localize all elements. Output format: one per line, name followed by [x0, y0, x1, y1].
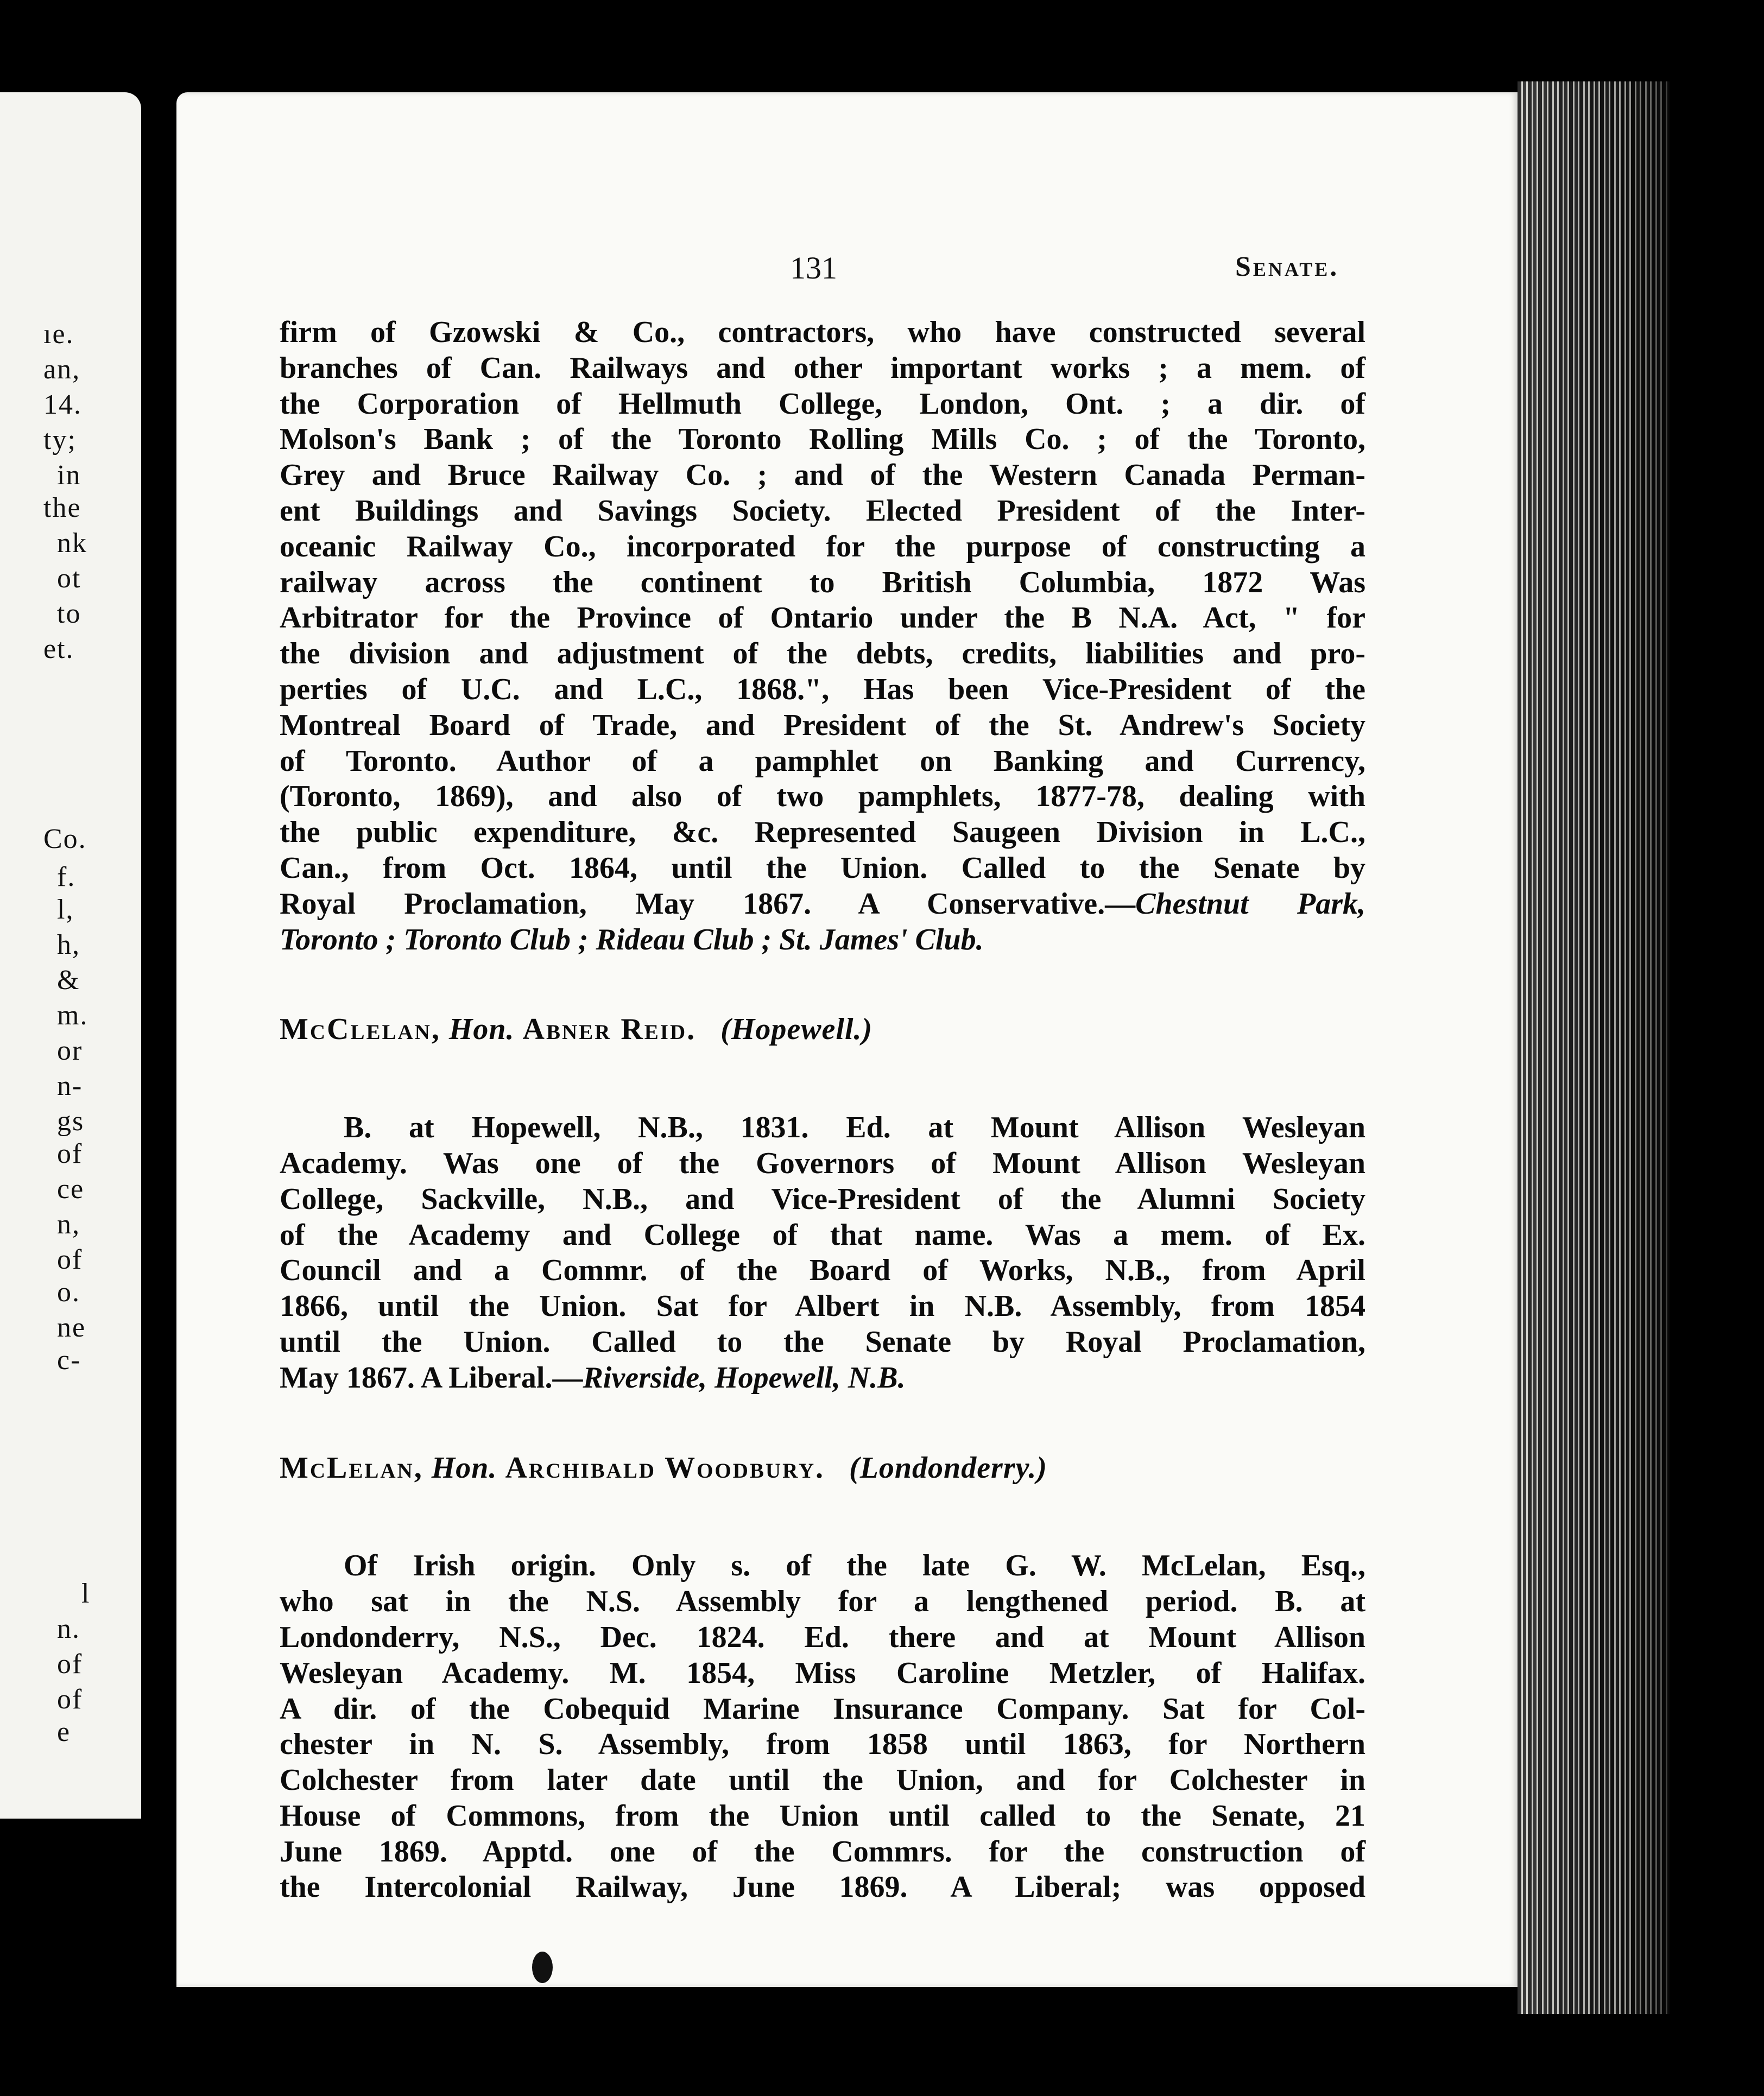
honorific: Hon. [448, 1012, 515, 1047]
left-page-fragment: e [57, 1717, 71, 1747]
text-line: Council and a Commr. of the Board of Works, N.B., from April [280, 1253, 1365, 1288]
left-page-fragment: n, [57, 1209, 80, 1240]
text-line: Montreal Board of Trade, and President of the St. Andrew's Society [280, 708, 1365, 742]
text-line: ent Buildings and Savings Society. Elected President of the Inter- [280, 493, 1365, 528]
text-line: House of Commons, from the Union until called to the Senate, 21 [280, 1799, 1365, 1833]
text-line: of the Academy and College of that name. Was a mem. of Ex. [280, 1218, 1365, 1252]
text-line [280, 922, 1365, 958]
text-line: Arbitrator for the Province of Ontario under the B N.A. Act, " for [280, 601, 1365, 635]
left-page-fragment: ce [57, 1174, 85, 1205]
page-body [280, 315, 1365, 1905]
left-page-fragment: gs [57, 1106, 85, 1137]
surname: McLelan, [280, 1451, 423, 1485]
address-text: Toronto ; Toronto Club ; Rideau Club ; St. James' Club. [280, 922, 984, 957]
left-page-fragment: to [57, 598, 81, 629]
text-line: Colchester from later date until the Union, and for Colchester in [280, 1763, 1365, 1797]
text-line: Can., from Oct. 1864, until the Union. Called to the Senate by [280, 851, 1365, 885]
left-page-fragment: ne [57, 1312, 86, 1343]
left-page-fragment: c- [57, 1345, 81, 1376]
left-page-fragment: of [57, 1138, 83, 1169]
left-page-fragment: ot [57, 563, 81, 594]
honorific: Hon. [431, 1451, 497, 1485]
given-names: Archibald Woodbury. [505, 1451, 825, 1485]
left-page-fragment: h, [57, 929, 80, 960]
left-page-fragment: o. [57, 1277, 80, 1308]
text-line: oceanic Railway Co., incorporated for the purpose of constructing a [280, 529, 1365, 563]
text-line: Of Irish origin. Only s. of the late G. W. McLelan, Esq., [344, 1549, 1365, 1583]
entry-body [280, 1548, 1365, 1905]
text-line: branches of Can. Railways and other important works ; a mem. of [280, 351, 1365, 385]
page-number: 131 [790, 250, 837, 286]
text-run: May 1867. A Liberal.— [280, 1360, 583, 1395]
text-line: College, Sackville, N.B., and Vice-President of the Alumni Society [280, 1182, 1365, 1216]
left-page-fragment: 14. [43, 389, 82, 420]
running-head: Senate. [1235, 251, 1339, 282]
left-page-fragment: m. [57, 1000, 88, 1031]
text-line: the Corporation of Hellmuth College, London, Ont. ; a dir. of [280, 387, 1365, 421]
left-page-fragment: Co. [43, 824, 87, 854]
left-page-fragment: f. [57, 862, 76, 892]
text-line: who sat in the N.S. Assembly for a lengthened period. B. at [280, 1585, 1365, 1619]
text-line: the Intercolonial Railway, June 1869. A Liberal; was opposed [280, 1870, 1365, 1904]
left-page-fragment: et. [43, 634, 74, 664]
entry-heading [280, 1012, 1365, 1048]
text-line: of Toronto. Author of a pamphlet on Banking and Currency, [280, 744, 1365, 778]
text-line: perties of U.C. and L.C., 1868.", Has been Vice-President of the [280, 672, 1365, 706]
left-page-fragment: or [57, 1035, 83, 1066]
text-line: until the Union. Called to the Senate by Royal Proclamation, [280, 1325, 1365, 1359]
text-line: B. at Hopewell, N.B., 1831. Ed. at Mount Allison Wesleyan [344, 1111, 1365, 1145]
left-page-strip [0, 92, 141, 1819]
address-text: Chestnut Park, [1135, 886, 1365, 921]
riding: (Londonderry.) [849, 1451, 1048, 1485]
text-line: the public expenditure, &c. Represented Saugeen Division in L.C., [280, 815, 1365, 850]
text-line [280, 886, 1365, 922]
text-line: the division and adjustment of the debts, credits, liabilities and pro- [280, 637, 1365, 671]
entry-continuation [280, 315, 1365, 958]
riding: (Hopewell.) [720, 1012, 873, 1047]
left-page-fragment: l, [57, 894, 74, 925]
left-page-fragment: l [81, 1578, 91, 1609]
text-line: chester in N. S. Assembly, from 1858 until 1863, for Northern [280, 1727, 1365, 1762]
left-page-fragment: an, [43, 354, 81, 385]
surname: McClelan, [280, 1012, 441, 1047]
given-names: Abner Reid. [522, 1012, 697, 1047]
entry-body [280, 1110, 1365, 1396]
text-line: (Toronto, 1869), and also of two pamphlets, 1877-78, dealing with [280, 780, 1365, 814]
text-line: A dir. of the Cobequid Marine Insurance Company. Sat for Col- [280, 1692, 1365, 1726]
left-page-fragment: the [43, 492, 81, 523]
text-line: Academy. Was one of the Governors of Mount Allison Wesleyan [280, 1146, 1365, 1180]
text-run: Royal Proclamation, May 1867. A Conservative.— [280, 886, 1136, 921]
left-page-fragment: n. [57, 1613, 80, 1644]
ink-blot [532, 1952, 553, 1983]
entry-heading [280, 1451, 1365, 1486]
left-page-fragment: nk [57, 528, 87, 559]
text-line: Londonderry, N.S., Dec. 1824. Ed. there and at Mount Allison [280, 1620, 1365, 1654]
left-page-fragment: in [57, 460, 81, 491]
text-line [280, 1360, 1365, 1396]
left-page-fragment: of [57, 1244, 83, 1275]
text-line: Molson's Bank ; of the Toronto Rolling Mills Co. ; of the Toronto, [280, 422, 1365, 457]
left-page-fragment: n- [57, 1071, 83, 1101]
text-line: June 1869. Apptd. one of the Commrs. for the construction of [280, 1834, 1365, 1869]
text-line: Wesleyan Academy. M. 1854, Miss Caroline Metzler, of Halifax. [280, 1656, 1365, 1690]
address-text: Riverside, Hopewell, N.B. [583, 1360, 906, 1395]
text-line: firm of Gzowski & Co., contractors, who have constructed several [280, 315, 1365, 349]
left-page-fragment: ıe. [43, 319, 74, 350]
left-page-fragment: & [57, 965, 80, 996]
page-edges [1518, 81, 1670, 2014]
text-line: 1866, until the Union. Sat for Albert in N.B. Assembly, from 1854 [280, 1289, 1365, 1324]
left-page-fragment: ty; [43, 425, 77, 455]
text-line: railway across the continent to British Columbia, 1872 Was [280, 565, 1365, 599]
text-line: Grey and Bruce Railway Co. ; and of the Western Canada Perman- [280, 458, 1365, 492]
left-page-fragment: of [57, 1684, 83, 1715]
left-page-fragment: of [57, 1649, 83, 1680]
